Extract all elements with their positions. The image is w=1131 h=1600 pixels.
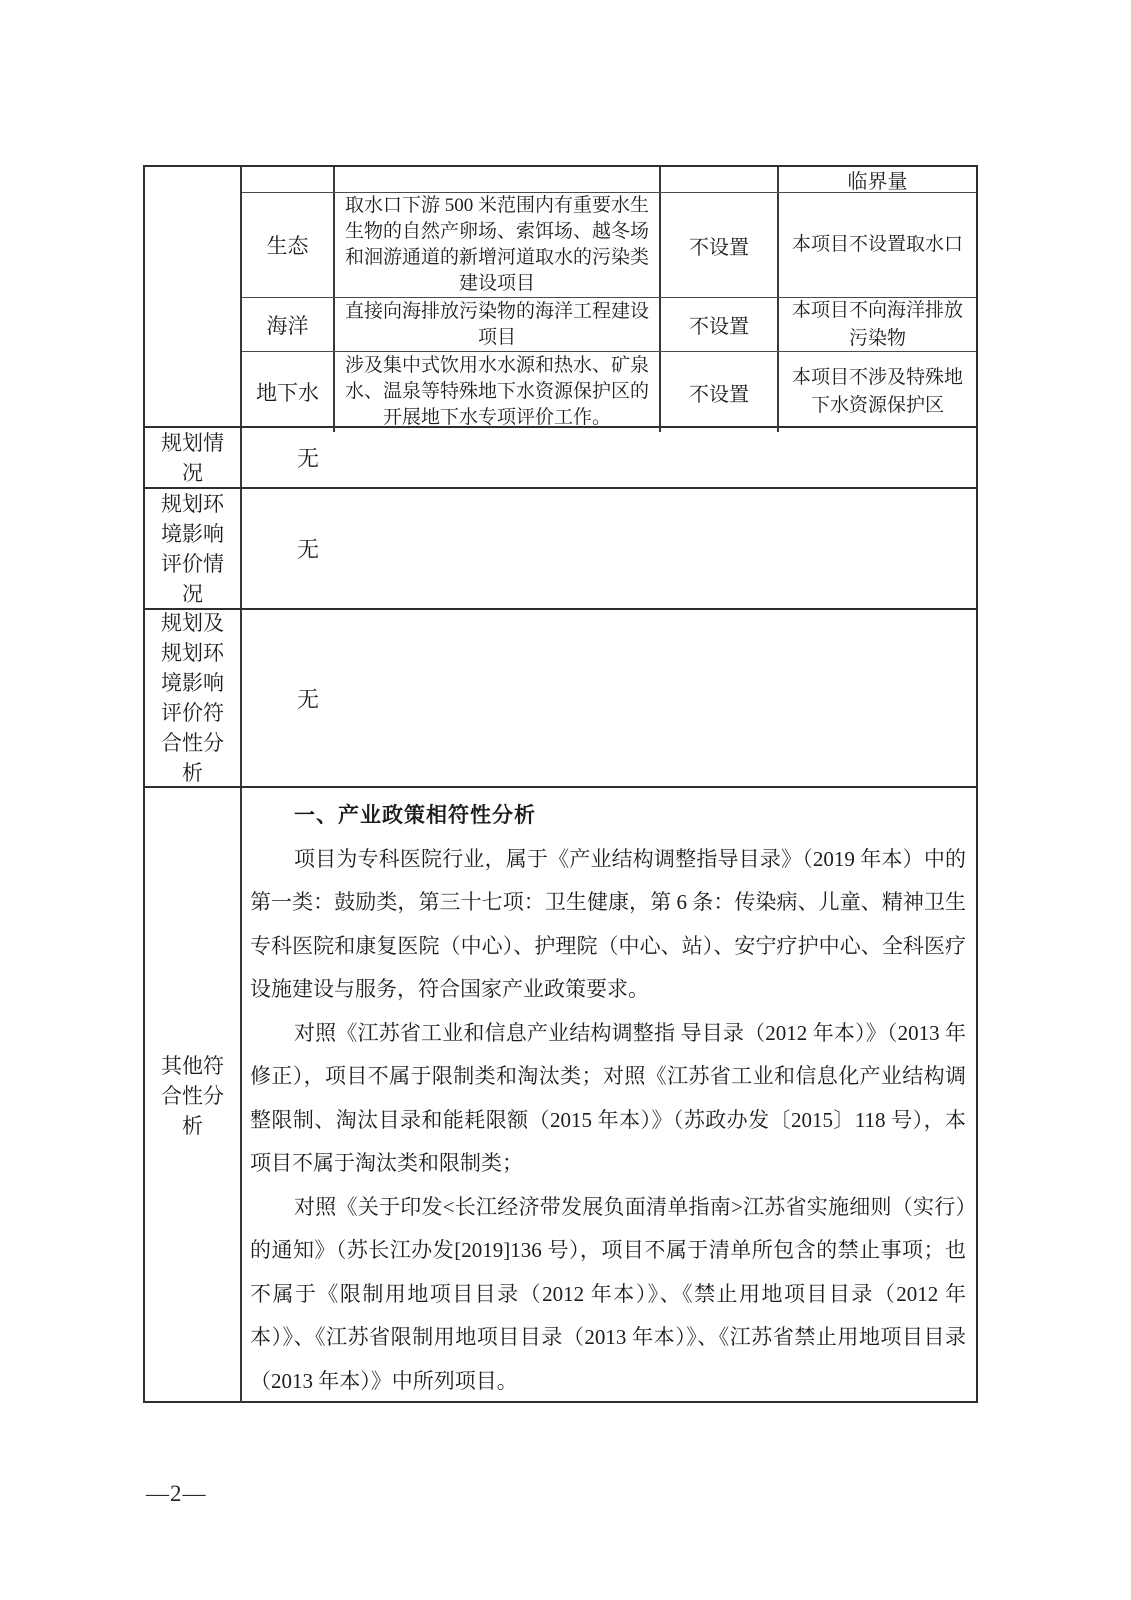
carryover-cell-empty-1 xyxy=(242,167,335,192)
planning-conformity-value: 无 xyxy=(297,686,320,712)
groundwater-setting: 不设置 xyxy=(661,352,779,432)
ecology-setting: 不设置 xyxy=(661,193,779,297)
row-label-planning-eia-status: 规划环境影响评价情况 xyxy=(145,489,242,608)
ocean-setting: 不设置 xyxy=(661,298,779,351)
eia-form-table xyxy=(143,165,978,1403)
row-label-groundwater: 地下水 xyxy=(242,352,335,432)
critical-quantity-label: 临界量 xyxy=(847,171,908,192)
special-protection-subtable xyxy=(242,167,976,426)
ocean-remark: 本项目不向海洋排放污染物 xyxy=(791,299,963,349)
industry-policy-heading: 一、产业政策相符性分析 xyxy=(294,804,536,827)
ecology-remark: 本项目不设置取水口 xyxy=(791,234,963,255)
row-label-other-conformity: 其他符合性分析 xyxy=(145,788,242,1403)
table-row-other-conformity xyxy=(145,788,976,1403)
other-conformity-analysis-text xyxy=(242,788,976,1403)
analysis-paragraph-2: 对照《江苏省工业和信息产业结构调整指 导目录（2012 年本）》（2013 年修正），项目不属于限制类和淘汰类；对照《江苏省工业和信息化产业结构调整限制、淘汰目录和能耗限额（2015 年本）》（苏政办发〔2015〕118 号），本项目不属于淘汰类和限制类； xyxy=(250,1020,966,1175)
carryover-cell-empty-3 xyxy=(661,167,779,192)
row-label-planning-status: 规划情况 xyxy=(145,428,242,487)
analysis-paragraph-1: 项目为专科医院行业，属于《产业结构调整指导目录》（2019 年本）中的第一类：鼓励类，第三十七项：卫生健康，第 6 条：传染病、儿童、精神卫生专科医院和康复医院（中心）、护理院（中心、站）、安宁疗护中心、全科医疗设施建设与服务，符合国家产业政策要求。 xyxy=(250,846,966,1001)
groundwater-description: 涉及集中式饮用水水源和热水、矿泉水、温泉等特殊地下水资源保护区的开展地下水专项评价工作。 xyxy=(335,352,661,432)
row-label-planning-conformity: 规划及规划环境影响评价符合性分析 xyxy=(145,610,242,786)
table-row-planning-status xyxy=(145,428,976,489)
page-number: —2— xyxy=(146,1481,207,1506)
section-label-cell-empty xyxy=(145,167,242,426)
row-label-ocean: 海洋 xyxy=(242,298,335,351)
ocean-description: 直接向海排放污染物的海洋工程建设项目 xyxy=(335,298,661,351)
ecology-description: 取水口下游 500 米范围内有重要水生生物的自然产卵场、索饵场、越冬场和洄游通道的新增河道取水的污染类建设项目 xyxy=(335,193,661,297)
table-row-planning-conformity xyxy=(145,610,976,788)
carryover-cell-empty-2 xyxy=(335,167,661,192)
groundwater-remark: 本项目不涉及特殊地下水资源保护区 xyxy=(791,367,963,416)
carryover-row xyxy=(242,167,976,193)
table-row-ocean xyxy=(242,298,976,352)
table-row-groundwater xyxy=(242,352,976,432)
planning-eia-status-value: 无 xyxy=(297,537,320,562)
table-row-ecology xyxy=(242,193,976,298)
planning-status-value: 无 xyxy=(297,446,320,471)
analysis-paragraph-3: 对照《关于印发<长江经济带发展负面清单指南>江苏省实施细则（实行）的通知》（苏长江办发[2019]136 号），项目不属于清单所包含的禁止事项；也不属于《限制用地项目目录（2012 年本）》、《禁止用地项目目录（2012 年本）》、《江苏省限制用地项目目录（2013 年本）》、《江苏省禁止用地项目目录（2013 年本）》中所列项目。 xyxy=(250,1194,966,1393)
special-protection-section xyxy=(145,167,976,428)
row-label-ecology: 生态 xyxy=(242,193,335,297)
table-row-planning-eia-status xyxy=(145,489,976,610)
